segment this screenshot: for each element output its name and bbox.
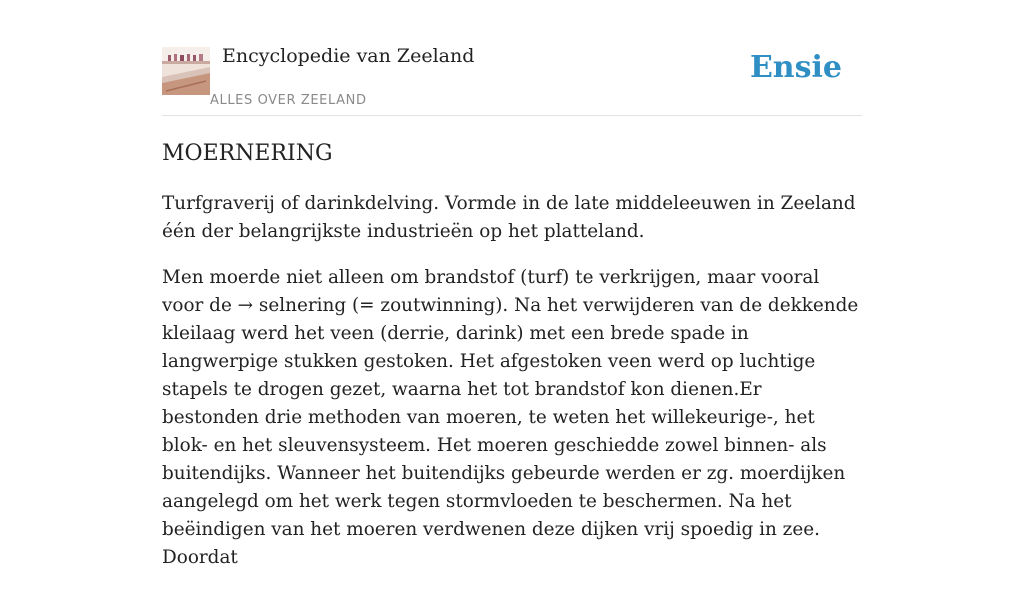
article-title: MOERNERING: [162, 141, 333, 166]
brand-logo[interactable]: Ensie: [749, 50, 842, 85]
site-title[interactable]: Encyclopedie van Zeeland: [222, 45, 475, 67]
article-paragraph: Men moerde niet alleen om brandstof (turf) te verkrijgen, maar vooral voor de → selnering (= zoutwinning). Na het verwijderen van de dekkende kleilaag werd het veen (derrie, darink) met een brede spade in langwerpige stukken gestoken. Het afgestoken veen werd op luchtige stapels te drogen gezet, waarna het tot brandstof kon dienen.Er bestonden drie methoden van moeren, te weten het willekeurige-, het blok- en het sleuvensysteem. Het moeren geschiedde zowel binnen- als buitendijks. Wanneer het buitendijks gebeurde werden er zg. moerdijken aangelegd om het werk tegen stormvloeden te beschermen. Na het beëindigen van het moeren verdwenen deze dijken vrij spoedig in zee. Doordat: [162, 267, 859, 568]
site-avatar[interactable]: [162, 47, 210, 95]
article: [162, 138, 862, 590]
site-header: [162, 44, 862, 116]
site-subtitle: ALLES OVER ZEELAND: [210, 93, 367, 108]
article-paragraph: Turfgraverij of darinkdelving. Vormde in de late middeleeuwen in Zeeland één der belangrijkste industrieën op het platteland.: [162, 193, 856, 242]
avatar-image: [162, 47, 210, 95]
